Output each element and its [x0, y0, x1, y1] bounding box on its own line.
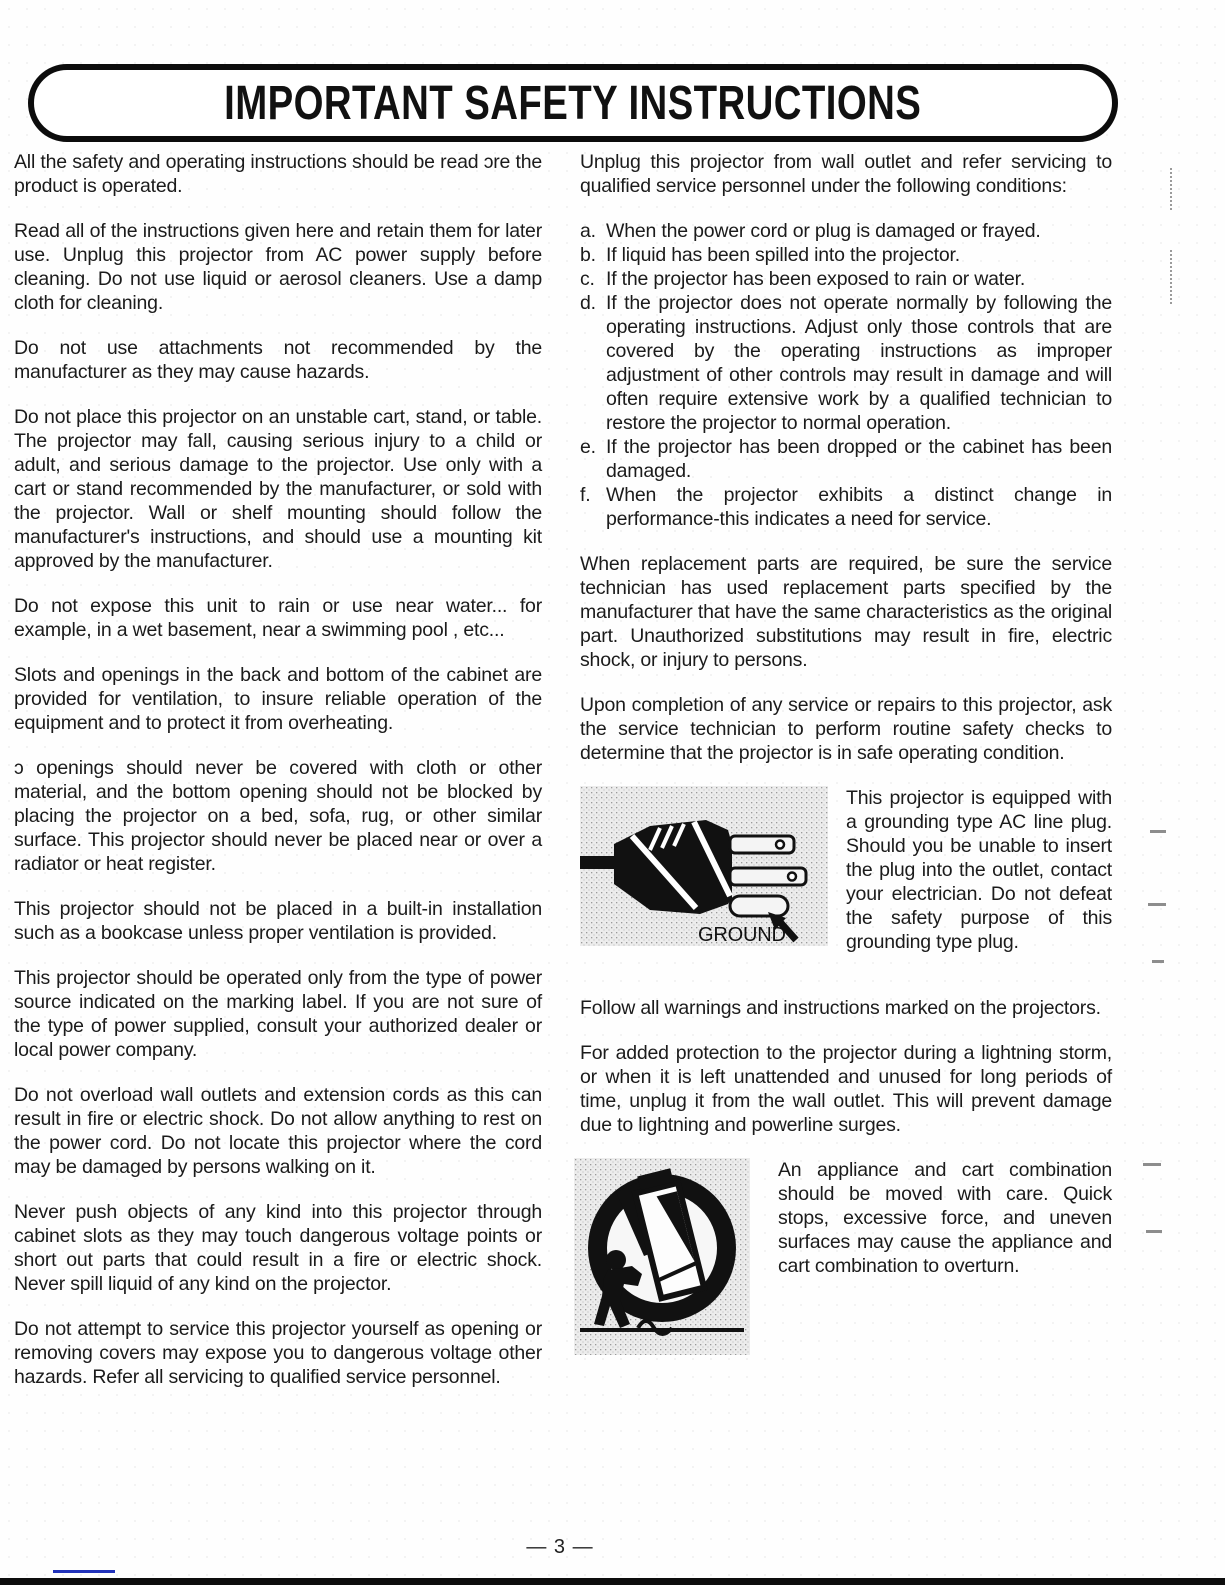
- paragraph-openings-covered: ɔ openings should never be covered with cloth or other material, and the bottom opening should not be blocked by placing the projector on a bed, sofa, rug, or other similar surface. This projector should never be placed near or over a radiator or heat register.: [14, 757, 542, 875]
- scan-artifact: [1146, 1230, 1162, 1233]
- scan-artifact-blue-line: [53, 1570, 115, 1573]
- paragraph-replacement-parts: When replacement parts are required, be sure the service technician has used replacement parts specified by the manufacturer that have the same characteristics as the original part. Unauthorized substitutions may result in fire, electric shock, or injury to persons.: [580, 553, 1112, 671]
- cart-warning-illustration: [574, 1158, 750, 1355]
- paragraph-routine-safety-checks: Upon completion of any service or repairs to this projector, ask the service technician to perform routine safety checks to determine that the projector is in safe operating condition.: [580, 694, 1112, 764]
- paragraph-built-in-installation: This projector should not be placed in a built-in installation such as a bookcase unless proper ventilation is provided.: [14, 898, 542, 944]
- paragraph-retain-instructions: Read all of the instructions given here and retain them for later use. Unplug this projector from AC power supply before cleaning. Do not use liquid or aerosol cleaners. Use a damp cloth for cleaning.: [14, 220, 542, 314]
- condition-text: If the projector has been dropped or the cabinet has been damaged.: [606, 436, 1112, 482]
- condition-item-f: [580, 483, 1112, 531]
- page-title: IMPORTANT SAFETY INSTRUCTIONS: [224, 76, 922, 130]
- condition-marker: d.: [580, 292, 596, 314]
- ground-plug-illustration: [580, 786, 828, 946]
- service-conditions-list: [580, 219, 1112, 531]
- paragraph-overload-outlets: Do not overload wall outlets and extension cords as this can result in fire or electric shock. Do not allow anything to rest on the power cord. Do not locate this projector where the cord may be damaged by persons walking on it.: [14, 1084, 542, 1178]
- scan-artifact: [1150, 830, 1166, 833]
- scan-artifact: [1148, 903, 1166, 906]
- paragraph-slots-openings: Slots and openings in the back and bottom of the cabinet are provided for ventilation, to insure reliable operation of the equipment and to protect it from overheating.: [14, 664, 542, 734]
- paragraph-follow-warnings: Follow all warnings and instructions marked on the projectors.: [580, 997, 1101, 1019]
- right-column: [580, 150, 1112, 1376]
- scan-artifact: [1170, 250, 1172, 304]
- condition-item-d: [580, 291, 1112, 435]
- title-box: [28, 64, 1118, 142]
- ground-plug-figure: [580, 786, 1112, 975]
- condition-item-e: [580, 435, 1112, 483]
- paragraph-unplug-refer-servicing: Unplug this projector from wall outlet and refer servicing to qualified service personnel under the following conditions:: [580, 151, 1112, 197]
- condition-text: If the projector does not operate normally by following the operating instructions. Adjust only those controls that are covered by the operating instructions as improper adjustment of other controls may result in damage and will often require extensive work by a qualified technician to restore the projector to normal operation.: [606, 292, 1112, 434]
- paragraph-attachments: Do not use attachments not recommended by the manufacturer as they may cause hazards.: [14, 337, 542, 383]
- paragraph-read-before-operate: All the safety and operating instructions should be read ɔre the product is operated.: [14, 151, 542, 197]
- condition-item-a: [580, 219, 1112, 243]
- condition-marker: b.: [580, 244, 596, 266]
- paragraph-rain-water: Do not expose this unit to rain or use near water... for example, in a wet basement, near a swimming pool , etc...: [14, 595, 542, 641]
- paragraph-never-push-objects: Never push objects of any kind into this projector through cabinet slots as they may touch dangerous voltage points or short out parts that could result in a fire or electric shock. Never spill liquid of any kind on the projector.: [14, 1201, 542, 1295]
- condition-text: If the projector has been exposed to rain or water.: [606, 268, 1026, 290]
- condition-text: If liquid has been spilled into the projector.: [606, 244, 960, 266]
- condition-marker: f.: [580, 484, 591, 506]
- condition-marker: a.: [580, 220, 596, 242]
- scan-artifact: [1152, 960, 1164, 963]
- paragraph-unstable-cart: Do not place this projector on an unstable cart, stand, or table. The projector may fall, causing serious injury to a child or adult, and serious damage to the projector. Use only with a cart or stand recommended by the manufacturer, or sold with the projector. Wall or shelf mounting should follow the manufacturer's instructions, and should use a mounting kit approved by the manufacturer.: [14, 406, 542, 572]
- page-number: — 3 —: [526, 1536, 594, 1558]
- scan-artifact: [1143, 1163, 1161, 1166]
- paragraph-do-not-service-yourself: Do not attempt to service this projector yourself as opening or removing covers may expose you to dangerous voltage other hazards. Refer all servicing to qualified service personnel.: [14, 1318, 542, 1388]
- paragraph-power-source: This projector should be operated only from the type of power source indicated on the marking label. If you are not sure of the type of power supplied, consult your authorized dealer or local power company.: [14, 967, 542, 1061]
- condition-text: When the power cord or plug is damaged or frayed.: [606, 220, 1041, 242]
- scan-artifact: [1170, 168, 1172, 210]
- condition-item-b: [580, 243, 1112, 267]
- cart-warning-caption: An appliance and cart combination should be moved with care. Quick stops, excessive force, and uneven surfaces may cause the appliance and cart combination to overturn.: [778, 1159, 1112, 1277]
- condition-marker: e.: [580, 436, 596, 458]
- bottom-edge-bar: [0, 1578, 1225, 1585]
- ground-plug-caption: This projector is equipped with a grounding type AC line plug. Should you be unable to insert the plug into the outlet, contact your electrician. Do not defeat the safety purpose of this grounding type plug.: [846, 787, 1112, 953]
- condition-marker: c.: [580, 268, 595, 290]
- ground-label: GROUND: [698, 924, 786, 946]
- condition-item-c: [580, 267, 1112, 291]
- left-column: [14, 150, 542, 1410]
- cart-warning-figure: [580, 1158, 1112, 1355]
- condition-text: When the projector exhibits a distinct change in performance-this indicates a need for service.: [606, 484, 1112, 530]
- paragraph-lightning-protection: For added protection to the projector during a lightning storm, or when it is left unattended and unused for long periods of time, unplug it from the wall outlet. This will prevent damage due to lightning and powerline surges.: [580, 1042, 1112, 1136]
